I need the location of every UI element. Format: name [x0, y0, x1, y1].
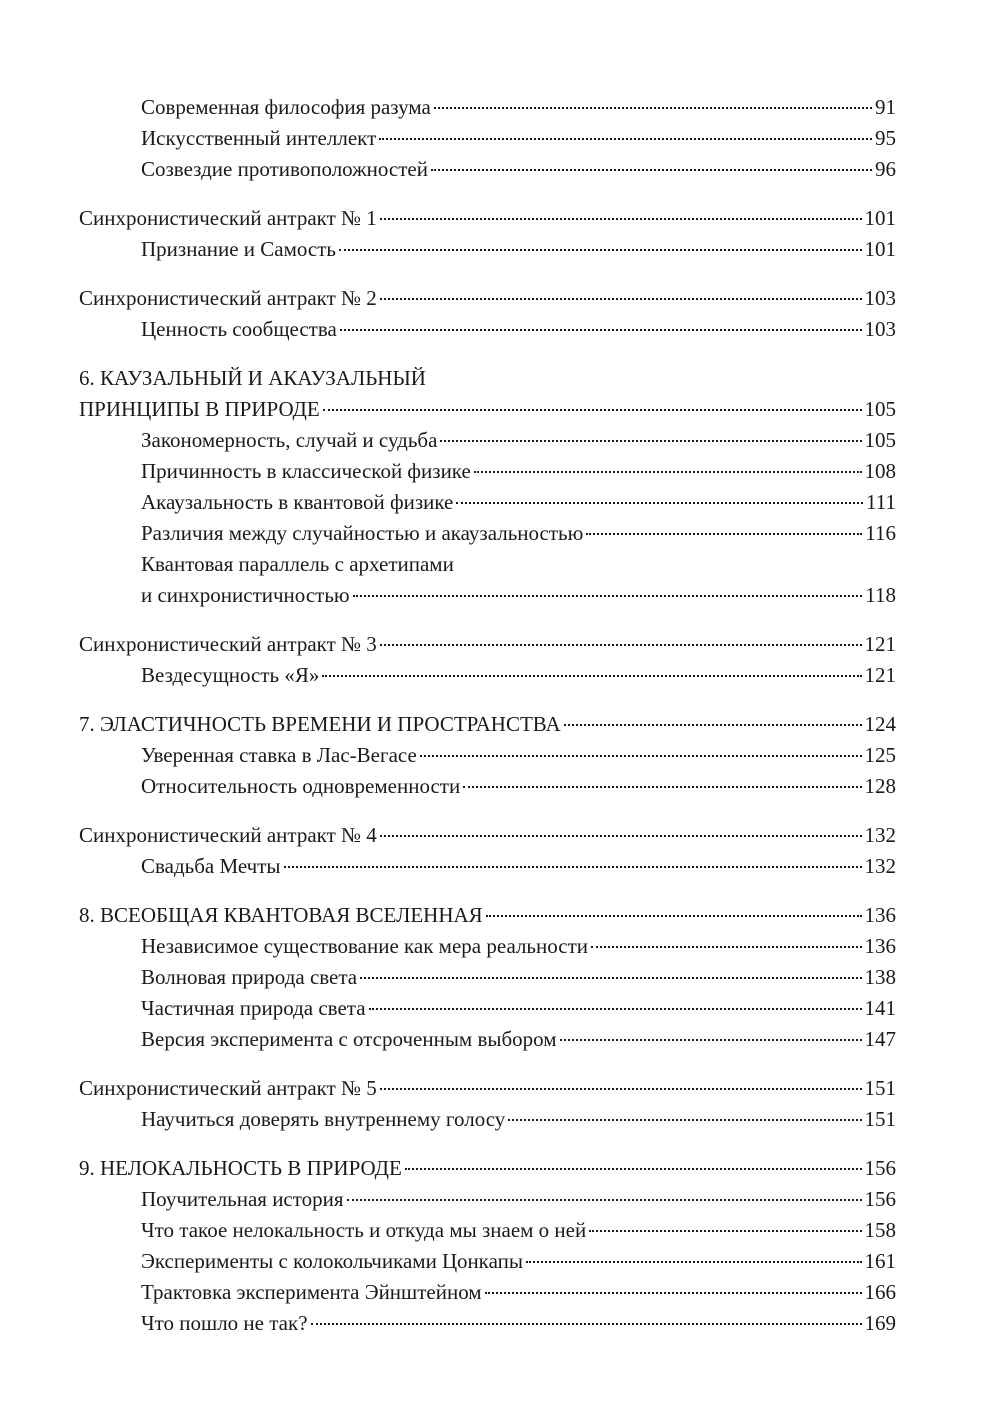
toc-entry-page: 108: [864, 459, 896, 483]
toc-entry-page: 151: [864, 1107, 896, 1131]
toc-entry: [79, 993, 896, 1024]
toc-entry-title: Частичная природа света: [141, 996, 366, 1020]
toc-entry: [79, 1104, 896, 1135]
toc-entry-title: Что пошло не так?: [141, 1311, 308, 1335]
dot-leader: [311, 1323, 862, 1325]
toc-entry-title: Что такое нелокальность и откуда мы знаем о ней: [141, 1218, 587, 1242]
toc-entry-title-line: Квантовая параллель с архетипами: [141, 552, 454, 576]
toc-entry-title: и синхронистичностью: [141, 583, 350, 607]
toc-entry-page: 169: [864, 1311, 896, 1335]
toc-entry-page: 161: [864, 1249, 896, 1273]
toc-entry-page: 158: [864, 1218, 896, 1242]
toc-entry: [79, 1308, 896, 1339]
dot-leader: [405, 1168, 862, 1170]
dot-leader: [339, 249, 861, 251]
dot-leader: [322, 675, 861, 677]
toc-entry-title: Трактовка эксперимента Эйнштейном: [141, 1280, 482, 1304]
toc-entry: [79, 154, 896, 185]
toc-entry-title: Уверенная ставка в Лас-Вегасе: [141, 743, 417, 767]
toc-entry-title: ПРИНЦИПЫ В ПРИРОДЕ: [79, 397, 320, 421]
toc-entry-title: 7. ЭЛАСТИЧНОСТЬ ВРЕМЕНИ И ПРОСТРАНСТВА: [79, 712, 561, 736]
toc-entry: [79, 740, 896, 771]
toc-chapter-entry: [79, 900, 896, 931]
toc-entry: [79, 1184, 896, 1215]
toc-entry: [79, 962, 896, 993]
toc-entry-page: 151: [864, 1076, 896, 1100]
dot-leader: [440, 440, 861, 442]
toc-entry-page: 132: [864, 854, 896, 878]
dot-leader: [431, 169, 872, 171]
toc-entry-page: 101: [864, 206, 896, 230]
toc-entry-title: Синхронистический антракт № 2: [79, 286, 377, 310]
dot-leader: [369, 1008, 862, 1010]
dot-leader: [380, 644, 862, 646]
toc-entry: [79, 123, 896, 154]
dot-leader: [564, 724, 862, 726]
toc-interlude-entry: [79, 203, 896, 234]
toc-entry-page: 128: [864, 774, 896, 798]
toc-entry: [79, 580, 896, 611]
toc-interlude-entry: [79, 1073, 896, 1104]
toc-entry-title: Независимое существование как мера реальности: [141, 934, 588, 958]
toc-entry: [79, 771, 896, 802]
toc-entry-title: Признание и Самость: [141, 237, 337, 261]
toc-entry-title: 8. ВСЕОБЩАЯ КВАНТОВАЯ ВСЕЛЕННАЯ: [79, 903, 483, 927]
toc-entry-title: Синхронистический антракт № 5: [79, 1076, 377, 1100]
toc-entry-page: 138: [864, 965, 896, 989]
dot-leader: [589, 1230, 861, 1232]
toc-entry-title: Вездесущность «Я»: [141, 663, 320, 687]
toc-entry-title: Эксперименты с колокольчиками Цонкапы: [141, 1249, 523, 1273]
toc-entry-title: Относительность одновременности: [141, 774, 461, 798]
toc-entry-title: Волновая природа света: [141, 965, 358, 989]
toc-entry: [79, 456, 896, 487]
toc-entry-page: 136: [864, 934, 896, 958]
toc-entry-title: Синхронистический антракт № 1: [79, 206, 377, 230]
toc-entry: [79, 518, 896, 549]
dot-leader: [380, 1088, 862, 1090]
toc-entry-title: Акаузальность в квантовой физике: [141, 490, 454, 514]
toc-entry: [79, 425, 896, 456]
toc-entry-page: 121: [864, 663, 896, 687]
dot-leader: [560, 1039, 862, 1041]
toc-entry-page: 121: [864, 632, 896, 656]
toc-entry-title: Ценность сообщества: [141, 317, 337, 341]
dot-leader: [380, 835, 862, 837]
toc-entry-page: 103: [864, 317, 896, 341]
toc-entry: [79, 234, 896, 265]
toc-interlude-entry: [79, 629, 896, 660]
toc-entry-page: 132: [864, 823, 896, 847]
toc-entry: [79, 487, 896, 518]
dot-leader: [486, 915, 862, 917]
toc-entry-page: 105: [864, 428, 896, 452]
dot-leader: [284, 866, 862, 868]
dot-leader: [323, 409, 862, 411]
dot-leader: [591, 946, 862, 948]
toc-entry-page: 103: [864, 286, 896, 310]
toc-entry: [79, 1246, 896, 1277]
toc-entry-title: Причинность в классической физике: [141, 459, 471, 483]
toc-entry-title: Современная философия разума: [141, 95, 431, 119]
dot-leader: [360, 977, 861, 979]
dot-leader: [474, 471, 862, 473]
toc-entry-title: Искусственный интеллект: [141, 126, 377, 150]
toc-interlude-entry: [79, 820, 896, 851]
toc-entry-title: Научиться доверять внутреннему голосу: [141, 1107, 506, 1131]
toc-entry-page: 111: [866, 490, 896, 514]
toc-entry-page: 156: [864, 1187, 896, 1211]
dot-leader: [353, 595, 863, 597]
dot-leader: [526, 1261, 862, 1263]
toc-entry-title: Закономерность, случай и судьба: [141, 428, 438, 452]
toc-entry: [79, 1024, 896, 1055]
dot-leader: [586, 533, 862, 535]
dot-leader: [420, 755, 862, 757]
toc-entry-title: Свадьба Мечты: [141, 854, 281, 878]
toc-entry-page: 156: [864, 1156, 896, 1180]
dot-leader: [347, 1199, 862, 1201]
toc-entry-title: Синхронистический антракт № 3: [79, 632, 377, 656]
dot-leader: [434, 107, 872, 109]
toc-entry: [79, 1215, 896, 1246]
toc-entry-page: 124: [864, 712, 896, 736]
toc-entry: [79, 92, 896, 123]
toc-entry-page: 101: [864, 237, 896, 261]
toc-entry: [79, 660, 896, 691]
toc-interlude-entry: [79, 283, 896, 314]
toc-entry-page: 125: [864, 743, 896, 767]
toc-entry-page: 116: [865, 521, 896, 545]
toc-entry-title: 9. НЕЛОКАЛЬНОСТЬ В ПРИРОДЕ: [79, 1156, 402, 1180]
dot-leader: [456, 502, 863, 504]
toc-chapter-entry: [79, 1153, 896, 1184]
dot-leader: [463, 786, 861, 788]
toc-entry: [79, 851, 896, 882]
dot-leader: [380, 218, 862, 220]
toc-entry-page: 166: [864, 1280, 896, 1304]
toc-chapter-entry: [79, 709, 896, 740]
table-of-contents: [79, 92, 896, 1339]
toc-entry: [79, 931, 896, 962]
toc-entry-page: 136: [864, 903, 896, 927]
dot-leader: [380, 298, 862, 300]
toc-entry-title: Версия эксперимента с отсроченным выбором: [141, 1027, 557, 1051]
toc-entry-page: 91: [875, 95, 896, 119]
toc-entry-title: Поучительная история: [141, 1187, 344, 1211]
toc-entry-title: Созвездие противоположностей: [141, 157, 428, 181]
dot-leader: [340, 329, 862, 331]
dot-leader: [485, 1292, 862, 1294]
toc-entry-title: Различия между случайностью и акаузальностью: [141, 521, 584, 545]
toc-chapter-entry: [79, 394, 896, 425]
toc-entry-page: 95: [875, 126, 896, 150]
toc-entry-page: 147: [864, 1027, 896, 1051]
toc-entry: [79, 1277, 896, 1308]
toc-entry-page: 105: [864, 397, 896, 421]
toc-entry-page: 96: [875, 157, 896, 181]
toc-entry-title: Синхронистический антракт № 4: [79, 823, 377, 847]
dot-leader: [379, 138, 872, 140]
dot-leader: [508, 1119, 861, 1121]
toc-entry: [79, 314, 896, 345]
toc-chapter-title-line: 6. КАУЗАЛЬНЫЙ И АКАУЗАЛЬНЫЙ: [79, 366, 426, 390]
toc-entry-page: 141: [864, 996, 896, 1020]
toc-entry-page: 118: [865, 583, 896, 607]
